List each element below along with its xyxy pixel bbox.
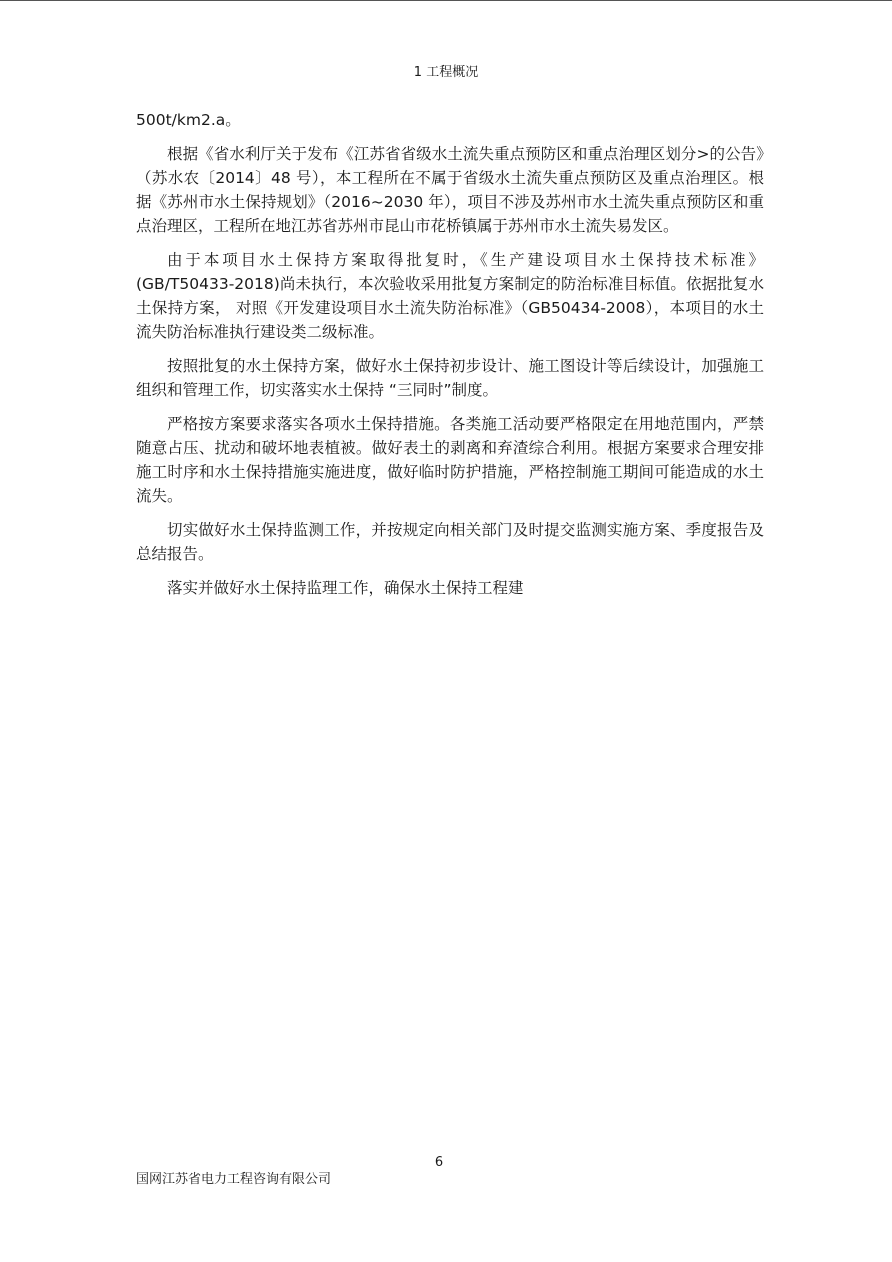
paragraph-measures: 严格按方案要求落实各项水土保持措施。各类施工活动要严格限定在用地范围内，严禁随意占压、扰动和破坏地表植被。做好表土的剥离和弃渣综合利用。根据方案要求合理安排施工时序和水土保持措施实施进度，做好临时防护措施，严格控制施工期间可能造成的水土流失。 <box>136 415 764 505</box>
document-body <box>136 108 764 610</box>
footer-company-name: 国网江苏省电力工程咨询有限公司 <box>136 1172 332 1187</box>
paragraph-standards: 由于本项目水土保持方案取得批复时，《生产建设项目水土保持技术标准》(GB/T50433-2018)尚未执行，本次验收采用批复方案制定的防治标准目标值。依据批复水土保持方案， 对照《开发建设项目水土流失防治标准》（GB50434-2008），本项目的水土流失防治标准执行建设类二级标准。 <box>136 251 764 341</box>
paragraph-prevention-zone: 根据《省水利厅关于发布《江苏省省级水土流失重点预防区和重点治理区划分>的公告》（苏水农〔2014〕48 号），本工程所在不属于省级水土流失重点预防区及重点治理区。根据《苏州市水土保持规划》（2016~2030 年），项目不涉及苏州市水土流失重点预防区和重点治理区，工程所在地江苏省苏州市昆山市花桥镇属于苏州市水土流失易发区。 <box>136 145 764 235</box>
page-number: 6 <box>434 1155 444 1170</box>
paragraph-monitoring: 切实做好水土保持监测工作，并按规定向相关部门及时提交监测实施方案、季度报告及总结报告。 <box>136 521 764 563</box>
paragraph-continuation: 500t/km2.a。 <box>136 111 241 129</box>
paragraph-supervision: 落实并做好水土保持监理工作，确保水土保持工程建 <box>167 579 524 597</box>
top-border-line <box>0 0 892 1</box>
paragraph-design: 按照批复的水土保持方案，做好水土保持初步设计、施工图设计等后续设计，加强施工组织和管理工作，切实落实水土保持 “三同时”制度。 <box>136 357 764 399</box>
page-header: 1 工程概况 <box>413 65 479 80</box>
